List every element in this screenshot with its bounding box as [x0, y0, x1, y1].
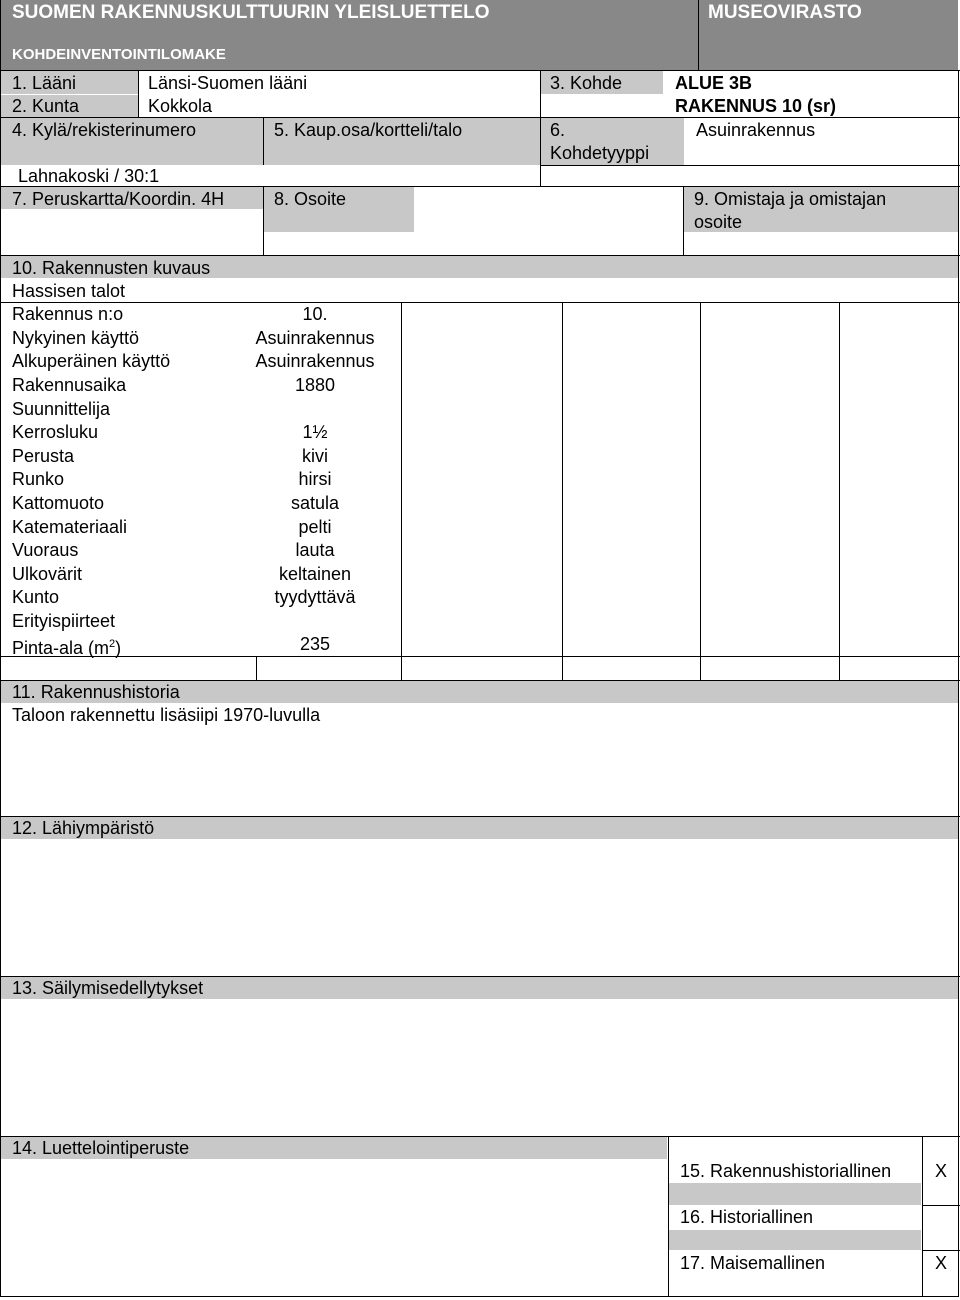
row-label: Runko [12, 469, 65, 489]
row-value: tyydyttävä [274, 587, 356, 607]
tyyppi-label: Kohdetyyppi [550, 143, 650, 163]
row-value: lauta [295, 540, 335, 560]
row-value: 10. [302, 304, 328, 324]
row-label: Kunto [12, 587, 60, 607]
row-value: satula [290, 493, 340, 513]
kohde-value-building: RAKENNUS 10 (sr) [675, 96, 837, 116]
grid-line [540, 165, 960, 166]
kohde-value-area: ALUE 3B [675, 73, 753, 93]
kyla-label: 4. Kylä/rekisterinumero [12, 120, 197, 140]
row-label: Rakennus n:o [12, 304, 124, 324]
kuvaus-name: Hassisen talot [12, 281, 126, 301]
grid-line [0, 302, 960, 303]
form-title: SUOMEN RAKENNUSKULTTUURIN YLEISLUETTELO [12, 2, 490, 23]
peruste-item-label: 16. Historiallinen [680, 1207, 814, 1227]
pinta-ala-unit-exponent: 2 [109, 638, 116, 650]
historia-label: 11. Rakennushistoria [12, 682, 180, 702]
row-label: Kerrosluku [12, 422, 99, 442]
row-value: keltainen [278, 564, 352, 584]
grid-line [922, 1205, 960, 1206]
grid-line [263, 117, 264, 165]
omistaja-label: 9. Omistaja ja omistajan [694, 189, 887, 209]
grid-line [562, 302, 563, 680]
tyyppi-label-number: 6. [550, 120, 566, 140]
organization: MUSEOVIRASTO [708, 2, 862, 23]
row-value: 1880 [294, 375, 336, 395]
grid-line [0, 117, 960, 118]
row-label: Suunnittelija [12, 399, 111, 419]
grid-line [540, 70, 541, 187]
form-subtitle: KOHDEINVENTOINTILOMAKE [12, 46, 226, 63]
pinta-ala-label-close: ) [115, 638, 122, 658]
grid-line [922, 1250, 960, 1251]
header-divider [698, 0, 699, 70]
grid-line [668, 1136, 669, 1296]
row-value: Asuinrakennus [255, 351, 375, 371]
laani-value: Länsi-Suomen lääni [148, 73, 308, 93]
grid-line [683, 186, 684, 256]
grid-line [839, 302, 840, 680]
historia-text: Taloon rakennettu lisäsiipi 1970-luvulla [12, 705, 321, 725]
peruskartta-label: 7. Peruskartta/Koordin. 4H [12, 189, 225, 209]
grid-line [138, 70, 139, 118]
peruste-item-bg [669, 1183, 921, 1205]
peruste-item-label: 17. Maisemallinen [680, 1253, 826, 1273]
row-label: Vuoraus [12, 540, 79, 560]
peruste-item-mark: X [934, 1253, 947, 1273]
peruste-item-bg [669, 1230, 921, 1250]
sailyminen-label: 13. Säilymisedellytykset [12, 978, 204, 998]
row-label: Katemateriaali [12, 517, 128, 537]
kaup-label: 5. Kaup.osa/kortteli/talo [274, 120, 463, 140]
row-label: Nykyinen käyttö [12, 328, 140, 348]
row-value: Asuinrakennus [255, 328, 375, 348]
grid-line [0, 656, 960, 657]
grid-line [700, 302, 701, 680]
grid-line [0, 70, 960, 71]
omistaja-label-2: osoite [694, 212, 743, 232]
kunta-label: 2. Kunta [12, 96, 80, 116]
grid-line [256, 656, 257, 680]
row-value: pelti [298, 517, 332, 537]
grid-line [263, 186, 264, 256]
row-label: Alkuperäinen käyttö [12, 351, 171, 371]
kunta-value: Kokkola [148, 96, 213, 116]
lahiymparisto-label: 12. Lähiympäristö [12, 818, 155, 838]
kyla-value: Lahnakoski / 30:1 [18, 166, 160, 186]
tyyppi-value: Asuinrakennus [696, 120, 816, 140]
row-label: Erityispiirteet [12, 611, 116, 631]
pinta-ala-label-text: Pinta-ala (m [12, 638, 110, 658]
kuvaus-label: 10. Rakennusten kuvaus [12, 258, 211, 278]
pinta-ala-label [12, 633, 121, 659]
outer-border [958, 70, 959, 1297]
row-value: kivi [302, 446, 328, 466]
row-label: Rakennusaika [12, 375, 127, 395]
laani-label: 1. Lääni [12, 73, 77, 93]
pinta-ala-value: 235 [299, 634, 331, 654]
kohde-label: 3. Kohde [550, 73, 623, 93]
osoite-label: 8. Osoite [274, 189, 347, 209]
grid-line [0, 186, 960, 187]
peruste-item-label: 15. Rakennushistoriallinen [680, 1161, 892, 1181]
row-value: hirsi [298, 469, 332, 489]
row-label: Ulkovärit [12, 564, 83, 584]
row-label: Kattomuoto [12, 493, 105, 513]
row-label: Perusta [12, 446, 75, 466]
outer-border [0, 1296, 959, 1297]
row-value: 1½ [302, 422, 328, 442]
peruste-item-mark: X [934, 1161, 947, 1181]
peruste-label: 14. Luettelointiperuste [12, 1138, 190, 1158]
outer-border [0, 0, 1, 1297]
